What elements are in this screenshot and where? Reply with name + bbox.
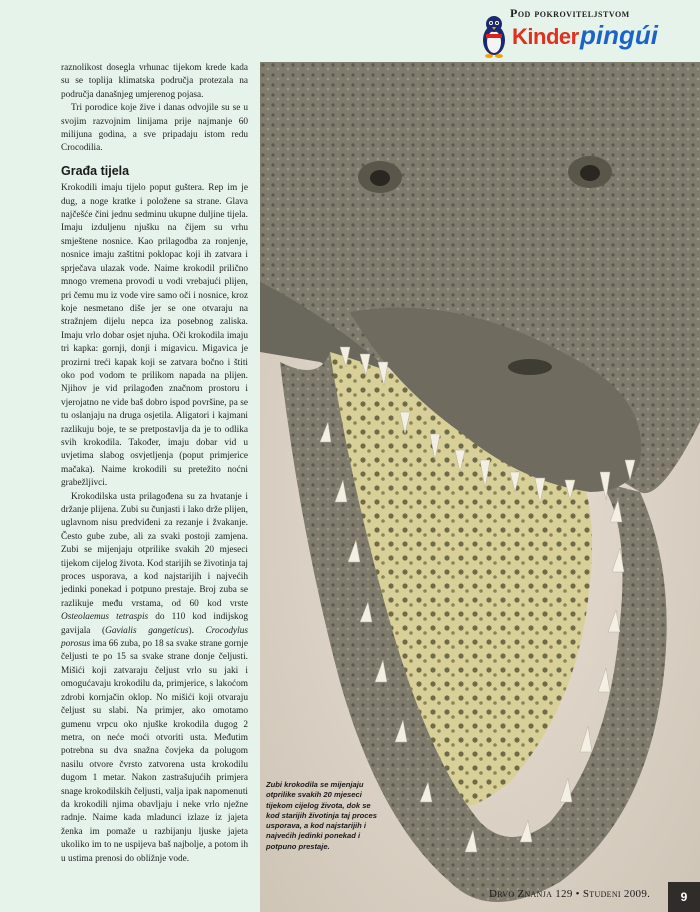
teeth-text-1: Krokodilska usta prilagođena su za hvatanje i držanje plijena. Zubi su čunjasti i lako drže plijen, uglavnom nisu predviđeni za rezanje i žvakanje. Često gube zube, ali za svaki postoji zamjena. Zubi se mijenjaju otprilike svakih 20 mjeseci tijekom cijelog života. Kod starijih se životinja taj proces usporava, a kod najstarijih i najvećih jedinki ponekad i potpuno prestaje. Broj zuba se razlikuje među vrstama, od 60 kod vrste — [61, 491, 248, 609]
sponsor-brand-pingui: pingúi — [580, 20, 658, 50]
body-paragraph: Krokodili imaju tijelo poput guštera. Rep im je dug, a noge kratke i položene sa strane. Glava najčešće čini jednu sedminu ukupne duljine tijela. Imaju izduljenu njušku na čijem su vrhu smještene nosnice. Kao prilagodba za ronjenje, nosnice imaju zaštitni poklopac koji ih zatvara i sprječava ulazak vode. Naime krokodil prilično mnogo vremena provodi u vodi vrebajući plijen, pri čemu mu iz vode vire samo oči i nosnice, kroz koje nesmetano diše jer se one otvaraju na stražnjem dijelu nepca iza posebnog zaliska. Imaju vrlo dobar osjet njuha. Oči krokodila imaju tri kapka: gornji, donji i migavicu. Migavica je prozirni treći kapak koji se zatvara bočno i štiti oko pod vodom te prilikom napada na plijen. Njihov je vid prilagođen značnom prostoru i vjerojatno ne vide baš dobro ispod površine, pa se tu oslanjaju na druga osjetila. Aligatori i kajmani razlikuju boje, te se pretpostavlja da je to odlika svih krokodila. Također, imaju dobar vid u uvjetima slabog osvjetljenja (poput primjerice mačaka). Naime krokodili su pretežito noćni grabežljivci. — [61, 183, 248, 489]
intro-paragraph: Tri porodice koje žive i danas odvojile su se u svojim razvojnim linijama prije najmanje 60 milijuna godina, a sve pripadaju istom redu Crocodilia. — [61, 103, 248, 154]
article-column — [61, 62, 248, 866]
section-heading: Građa tijela — [61, 163, 130, 178]
teeth-text-2: do 110 kod indijskog gavijala ( — [61, 612, 248, 636]
teeth-text-4: ima 66 zuba, po 18 sa svake strane gornje čeljusti te po 15 sa svake strane donje čeljusti. Mišići koji zatvaraju čeljust vrlo su jaki i omogućavaju krokodilu da, primjerice, s lakoćom zdrobi kornjačin oklop. No mišići koji otvaraju čeljust su slabi. Na primjer, ako omotamo gumenu vrpcu oko njuške krokodila dugog 2 metra, on neće moći otvoriti usta. Međutim potrebna su dva snažna čovjeka da polugom nasilu otvore čvrsto zatvorena usta krokodilu dugom 1 metar. Nakon zastrašujućih primjera snage krokodilskih čeljusti, valja ipak napomenuti da krokodili njima obavljaju i neke vrlo nježne radnje. Naime kada mladunci izlaze iz jajeta ženka im pomaže u razbijanju ljuske jajeta ukoliko im to ne uspijeva baš najbolje, a potom ih u ustima prenosi do obližnje vode. — [61, 639, 248, 864]
species-name: Gavialis gangeticus — [105, 625, 189, 636]
sponsor-label: Pod pokroviteljstvom — [510, 6, 630, 20]
species-name: Crocodylus porosus — [61, 625, 248, 650]
penguin-icon — [480, 14, 508, 58]
teeth-paragraph — [61, 491, 248, 866]
photo-caption: Zubi krokodila se mijenjaju otprilike svakih 20 mjeseci tijekom cijelog života, dok se kod starijih životinja taj proces usporava, a kod najstarijih i najvećih jedinki ponekad i potpuno prestaje. — [266, 780, 377, 851]
sponsor-logo — [480, 6, 670, 58]
footer-publication: Drvo Znanja 129 • Studeni 2009. — [489, 888, 651, 900]
species-name: Osteolaemus tetraspis — [61, 612, 149, 623]
intro-paragraph: raznolikost dosegla vrhunac tijekom krede kada su se toplija klimatska područja protezala na područja današnjeg umjerenog pojasa. — [61, 63, 248, 100]
teeth-text-3: ). — [188, 625, 206, 636]
sponsor-brand-kinder: Kinder — [512, 24, 579, 49]
page-number: 9 — [668, 882, 700, 912]
